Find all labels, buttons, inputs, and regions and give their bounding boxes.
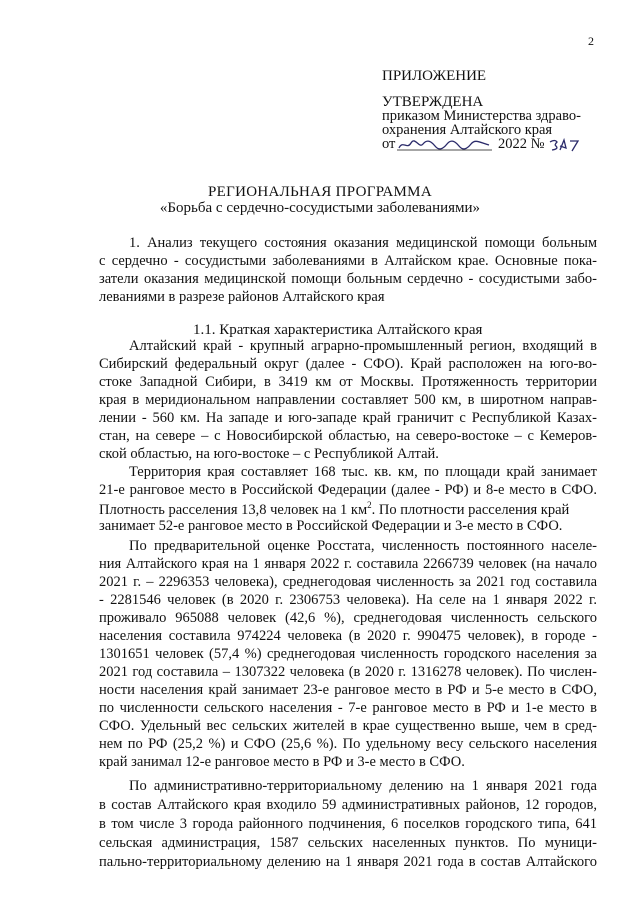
handwritten-number	[548, 138, 582, 152]
paragraph-line: СФО. Удельный вес сельских жителей в крае существенно выше, чем в сред-	[99, 718, 597, 734]
paragraph-line: край занимал 12-е ранговое место в РФ и 3-е место в СФО.	[99, 754, 465, 770]
paragraph-line: 2021 год составила – 1307322 человека (в 2020 г. 1316278 человек). По числен-	[99, 664, 597, 680]
paragraph-line: 21-е ранговое место в Российской Федерации (далее - РФ) и 8-е место в СФО.	[99, 482, 597, 498]
paragraph-line: ской областью, на юго-востоке – с Республикой Алтай.	[99, 446, 439, 462]
paragraph-line: Территория края составляет 168 тыс. кв. км, по площади край занимает	[129, 464, 597, 480]
paragraph-line: 2021 г. – 2296353 человека), среднегодовая численность за 2021 год составила	[99, 574, 597, 590]
paragraph-line: стан, на севере – с Новосибирской областью, на северо-востоке – с Кемеров-	[99, 428, 597, 444]
paragraph-line: пально-территориальному делению на 1 января 2021 года в состав Алтайского	[99, 854, 597, 870]
density-text: Плотность расселения 13,8 человек на 1 км	[99, 501, 368, 518]
program-title: РЕГИОНАЛЬНАЯ ПРОГРАММА	[208, 184, 432, 200]
handwritten-date-signature	[397, 139, 492, 151]
section-heading-line: затели оказания медицинской помощи больным сердечно - сосудистыми забо-	[99, 271, 597, 287]
page-number: 2	[588, 34, 594, 48]
paragraph-line: проживало 965088 человек (42,6 %), среднегодовая численность сельского	[99, 610, 597, 626]
appendix-label: ПРИЛОЖЕНИЕ	[382, 68, 487, 84]
paragraph-line: По административно-территориальному делению на 1 января 2021 года	[129, 778, 597, 794]
paragraph-line: По предварительной оценке Росстата, численность постоянного населе-	[129, 538, 597, 554]
paragraph-line: нем по РФ (25,2 %) и СФО (25,6 %). По удельному весу сельского населения	[99, 736, 597, 752]
km-superscript: 2	[367, 500, 372, 510]
paragraph-line: занимает 52-е ранговое место в Российской Федерации и 3-е место в СФО.	[99, 518, 563, 534]
date-year: 2022 №	[498, 136, 545, 152]
paragraph-line: Сибирский федеральный округ (далее - СФО). Край расположен на юго-во-	[99, 356, 597, 372]
paragraph-line: 1301651 человек (57,4 %) среднегодовая численность городского населения за	[99, 646, 597, 662]
paragraph-line: по численности сельского населения - 7-е ранговое место в РФ и 1-е место в	[99, 700, 597, 716]
approval-order-line-2: охранения Алтайского края	[382, 122, 553, 138]
paragraph-line: края в меридиональном направлении составляет 500 км, в широтном направ-	[99, 392, 597, 408]
date-prefix: от	[382, 136, 396, 152]
program-subtitle: «Борьба с сердечно-сосудистыми заболеваниями»	[159, 200, 481, 216]
paragraph-line: - 2281546 человек (в 2020 г. 2306753 человека). На селе на 1 января 2022 г.	[99, 592, 597, 608]
paragraph-line-density	[99, 500, 597, 519]
paragraph-line: ния Алтайского края на 1 января 2022 г. составила 2266739 человек (на начало	[99, 556, 597, 572]
paragraph-line: стоке Западной Сибири, в 3419 км от Москвы. Протяженность территории	[99, 374, 597, 390]
density-text-rest: . По плотности расселения край	[371, 501, 570, 518]
paragraph-line: ности населения край занимает 23-е ранговое место в РФ и 5-е место в СФО,	[99, 682, 597, 698]
approval-order-line-1: приказом Министерства здраво-	[382, 108, 581, 124]
approved-label: УТВЕРЖДЕНА	[382, 94, 484, 110]
section-heading-line: с сердечно - сосудистыми заболеваниями в Алтайском крае. Основные пока-	[99, 253, 597, 269]
paragraph-line: в состав Алтайского края входило 59 административных районов, 12 городов,	[99, 797, 597, 813]
section-heading-line: леваниями в разрезе районов Алтайского края	[99, 289, 385, 305]
paragraph-line: лении - 560 км. На западе и юго-западе край граничит с Республикой Казах-	[99, 410, 597, 426]
paragraph-line: в том числе 3 города районного подчинения, 6 поселков городского типа, 641	[99, 816, 597, 832]
section-heading-line: 1. Анализ текущего состояния оказания медицинской помощи больным	[129, 235, 597, 251]
subsection-title: 1.1. Краткая характеристика Алтайского края	[193, 322, 483, 338]
paragraph-line: населения составила 974224 человека (в 2020 г. 990475 человек), в городе -	[99, 628, 597, 644]
paragraph-line: сельская администрация, 1587 сельских населенных пунктов. По муници-	[99, 835, 597, 851]
paragraph-line: Алтайский край - крупный аграрно-промышленный регион, входящий в	[129, 338, 597, 354]
approval-date-line	[382, 136, 582, 153]
